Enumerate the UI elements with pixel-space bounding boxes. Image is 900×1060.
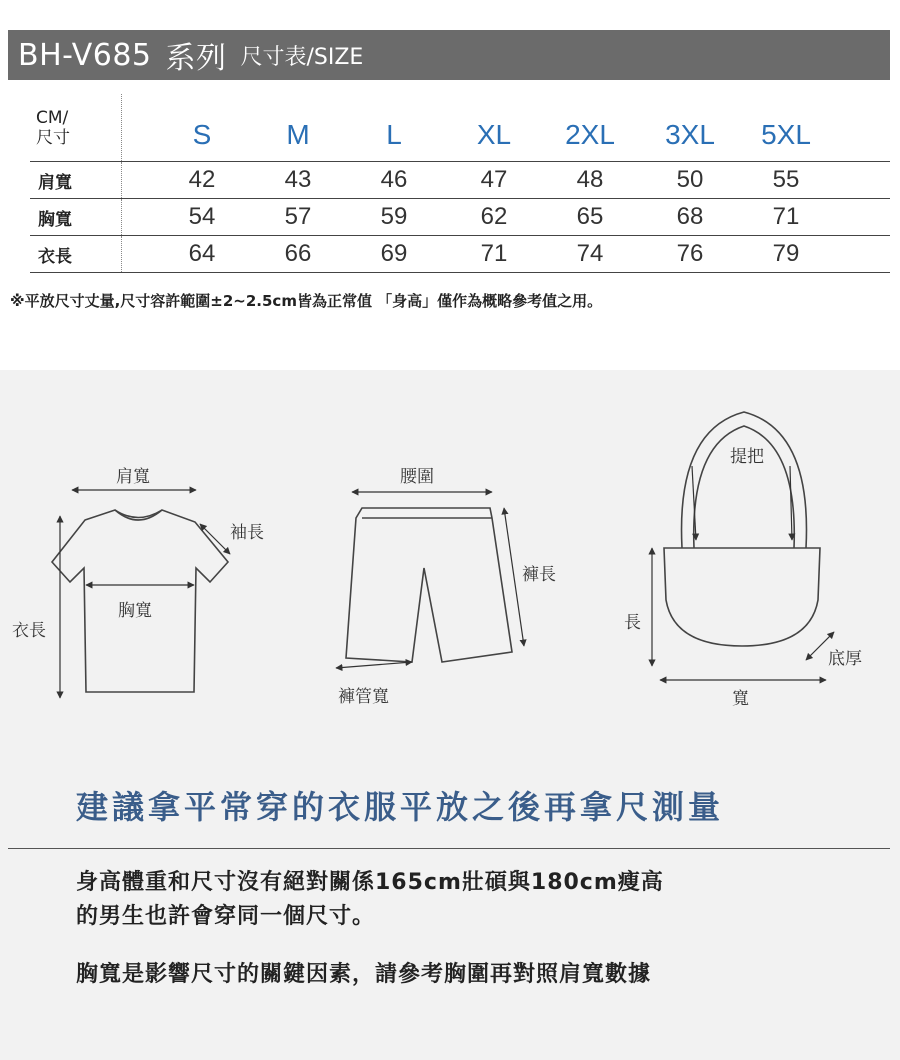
size-l: L [386,118,402,150]
table-cell: 43 [284,166,312,193]
table-cell: 59 [380,203,408,230]
table-cell: 79 [772,240,800,267]
size-chart-title-bar [8,30,890,80]
table-cell: 71 [480,240,508,267]
size-header-row [30,94,890,162]
advice-line-1: 身高體重和尺寸沒有絕對關係165cm壯碩與180cm瘦高 [76,870,664,895]
size-s: S [192,118,212,150]
table-cell: 50 [676,166,704,193]
label-sleeve-length: 袖長 [230,523,264,543]
label-shoulder-width: 肩寬 [116,467,150,487]
series-label: 系列 [165,41,227,76]
label-bag-depth: 底厚 [828,649,862,669]
table-cell: 66 [284,240,312,267]
size-2xl: 2XL [565,118,615,150]
table-row-shoulder [30,162,890,199]
size-3xl: 3XL [665,118,715,150]
label-body-length: 衣長 [12,621,46,641]
measurement-guide-panel [0,370,900,1060]
measurement-diagrams [0,370,900,770]
table-cell: 71 [772,203,800,230]
unit-label [30,94,122,161]
size-m: M [286,118,310,150]
advice-line-2: 的男生也許會穿同一個尺寸。 [76,904,376,929]
row-label-length: 衣長 [30,236,122,272]
label-waist: 腰圍 [400,467,434,487]
table-cell: 68 [676,203,704,230]
label-chest-width: 胸寬 [118,601,152,621]
label-pants-length: 褲長 [522,565,556,585]
table-cell: 42 [188,166,216,193]
table-cell: 69 [380,240,408,267]
table-cell: 46 [380,166,408,193]
table-cell: 47 [480,166,508,193]
row-label-shoulder: 肩寬 [30,162,122,198]
advice-heading: 建議拿平常穿的衣服平放之後再拿尺測量 [76,788,725,826]
table-cell: 55 [772,166,800,193]
size-xl: XL [476,118,512,150]
table-row-chest [30,199,890,236]
label-handle: 提把 [730,447,764,467]
table-row-length [30,236,890,273]
advice-line-3: 胸寬是影響尺寸的關鍵因素，請參考胸圍再對照肩寬數據 [76,962,652,987]
unit-label-cm: CM/ [36,107,69,128]
table-cell: 76 [676,240,704,267]
table-cell: 48 [576,166,604,193]
table-cell: 65 [576,203,604,230]
table-cell: 74 [576,240,604,267]
table-label: 尺寸表/SIZE [240,44,364,70]
table-cell: 64 [188,240,216,267]
table-cell: 57 [284,203,312,230]
model-code: BH-V685 [18,37,152,73]
unit-label-size: 尺寸 [36,127,70,148]
section-divider [8,848,890,849]
label-bag-height: 長 [624,613,641,633]
label-hem-width: 褲管寬 [338,687,389,707]
table-cell: 62 [480,203,508,230]
label-bag-width: 寬 [732,689,749,709]
measurement-note: ※平放尺寸丈量,尺寸容許範圍±2~2.5cm皆為正常值 「身高」僅作為概略參考值之用。 [10,292,603,310]
table-cell: 54 [188,203,216,230]
row-label-chest: 胸寬 [30,199,122,235]
size-table [30,94,890,273]
shorts-icon [346,508,512,662]
size-5xl: 5XL [761,118,811,150]
